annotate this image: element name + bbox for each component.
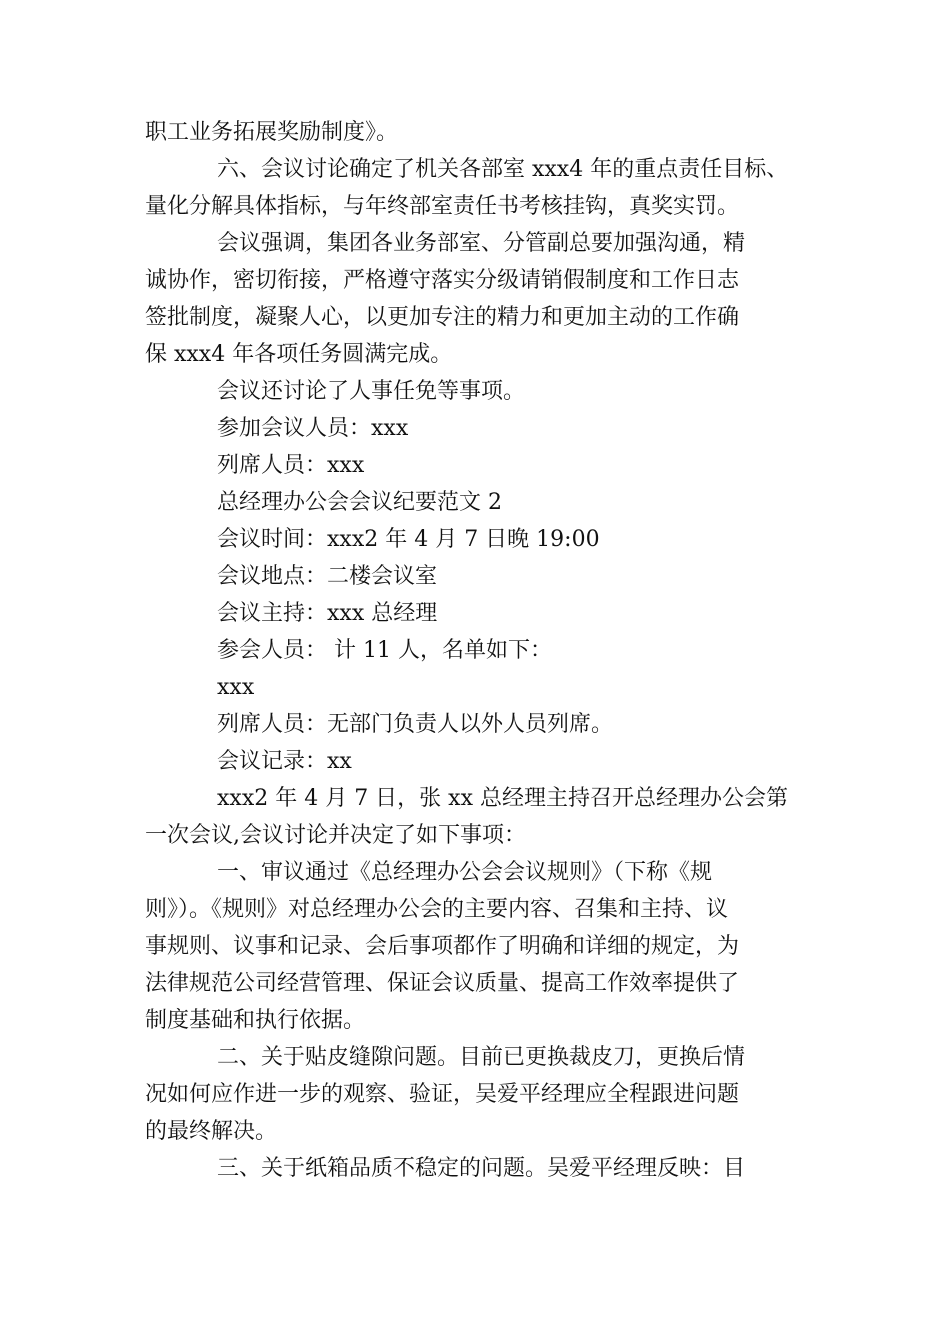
document-line: 参会人员： 计 11 人，名单如下： xyxy=(217,638,552,663)
document-line: 事规则、议事和记录、会后事项都作了明确和详细的规定，为 xyxy=(145,934,740,959)
document-line: 二、关于贴皮缝隙问题。目前已更换裁皮刀，更换后情 xyxy=(217,1045,746,1070)
document-line: 总经理办公会会议纪要范文 2 xyxy=(217,490,502,515)
document-line: 一次会议,会议讨论并决定了如下事项： xyxy=(145,823,526,848)
document-line: 一、审议通过《总经理办公会会议规则》（下称《规 xyxy=(217,860,713,885)
document-line: 参加会议人员：xxx xyxy=(217,416,409,441)
document-line: 的最终解决。 xyxy=(145,1119,278,1144)
document-body xyxy=(145,114,825,1187)
document-line: 六、会议讨论确定了机关各部室 xxx4 年的重点责任目标、 xyxy=(217,157,789,182)
document-line: 会议时间：xxx2 年 4 月 7 日晚 19:00 xyxy=(217,527,600,552)
document-line: 列席人员：无部门负责人以外人员列席。 xyxy=(217,712,614,737)
document-line: 诚协作，密切衔接，严格遵守落实分级请销假制度和工作日志 xyxy=(145,268,740,293)
document-line: 制度基础和执行依据。 xyxy=(145,1008,366,1033)
document-line: 会议主持：xxx 总经理 xyxy=(217,601,438,626)
document-line: 会议地点：二楼会议室 xyxy=(217,564,438,589)
document-line: 况如何应作进一步的观察、验证，吴爱平经理应全程跟进问题 xyxy=(145,1082,740,1107)
document-line: xxx2 年 4 月 7 日，张 xx 总经理主持召开总经理办公会第 xyxy=(217,786,788,811)
document-line: 会议强调，集团各业务部室、分管副总要加强沟通，精 xyxy=(217,231,746,256)
document-line: 会议还讨论了人事任免等事项。 xyxy=(217,379,526,404)
document-line: 会议记录：xx xyxy=(217,749,352,774)
document-line: 签批制度，凝聚人心，以更加专注的精力和更加主动的工作确 xyxy=(145,305,740,330)
document-line: 列席人员：xxx xyxy=(217,453,365,478)
document-line: 法律规范公司经营管理、保证会议质量、提高工作效率提供了 xyxy=(145,971,740,996)
document-line: xxx xyxy=(217,675,255,700)
document-line: 职工业务拓展奖励制度》。 xyxy=(145,120,399,145)
document-line: 三、关于纸箱品质不稳定的问题。吴爱平经理反映：目 xyxy=(217,1156,746,1181)
document-line: 保 xxx4 年各项任务圆满完成。 xyxy=(145,342,453,367)
document-line: 则》）。《规则》对总经理办公会的主要内容、召集和主持、议 xyxy=(145,897,729,922)
document-line: 量化分解具体指标，与年终部室责任书考核挂钩，真奖实罚。 xyxy=(145,194,740,219)
